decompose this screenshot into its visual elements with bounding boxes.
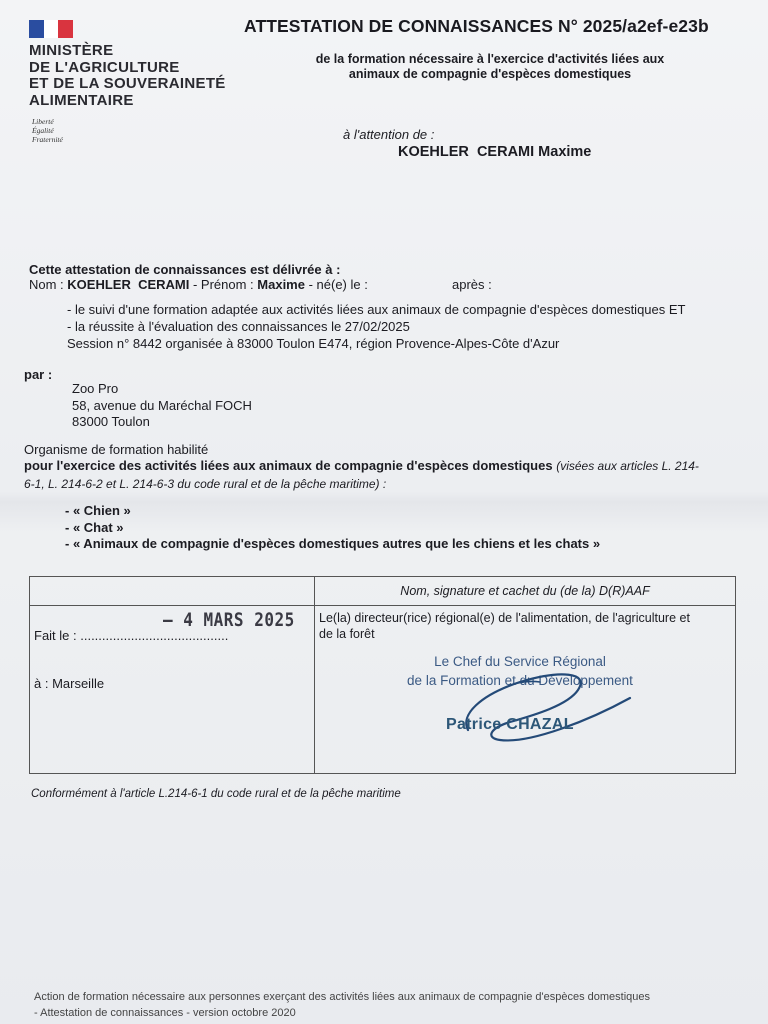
footer-line: - Attestation de connaissances - version octobre 2020 [34,1007,296,1019]
category-item: - « Animaux de compagnie d'espèces domestiques autres que les chiens et les chats » [65,536,601,551]
director-title [319,610,690,642]
organisme-address [72,381,252,431]
prenom-value: Maxime [257,277,305,292]
subtitle-line: animaux de compagnie d'espèces domestiques [348,67,632,81]
prenom-label: - Prénom : [189,277,258,292]
recipient-name: KOEHLER CERAMI Maxime [398,144,592,160]
flag-blue-band [29,20,44,38]
ministry-line: DE L'AGRICULTURE [29,58,180,76]
document-title: ATTESTATION DE CONNAISSANCES N° 2025/a2ef-e23b [244,16,709,36]
flag-red-band [58,20,73,38]
document-subtitle [300,52,680,82]
condition-item: - le suivi d'une formation adaptée aux activités liées aux animaux de compagnie d'espèces domestiques ET [67,302,686,317]
ministry-line: MINISTÈRE [29,42,114,59]
republic-flag-icon [29,20,73,38]
header-empty-cell [30,577,315,606]
footer-line: Action de formation nécessaire aux personnes exerçant des activités liées aux animaux de compagnie d'espèces domestiques [34,991,651,1003]
conditions-list [67,301,685,352]
stamp-line: Le Chef du Service Régional [434,654,606,669]
flag-white-band [44,20,59,38]
activities-text [24,457,739,493]
ministry-name [29,43,226,109]
footer [34,989,650,1021]
ministry-line: ET DE LA SOUVERAINETÉ [29,75,226,92]
signature-header: Nom, signature et cachet du (de la) D(R)AAF [400,584,650,598]
nom-label: Nom : [29,277,68,292]
director-line: Le(la) directeur(rice) régional(e) de l'alimentation, de l'agriculture et [319,611,690,625]
stamp-line: de la Formation et du Développement [407,673,633,688]
attention-label: à l'attention de : [343,127,435,142]
category-item: - « Chat » [65,519,124,535]
categories-list [65,503,600,553]
delivery-intro: Cette attestation de connaissances est délivrée à : [29,262,341,277]
address-line: 58, avenue du Maréchal FOCH [72,397,252,413]
date-place-cell [30,606,315,774]
activities-bold: pour l'exercice des activités liées aux animaux de compagnie d'espèces domestiques [24,458,553,473]
activities-note: (visées aux articles L. 214- [556,459,699,473]
handwritten-signature-icon [440,660,660,750]
director-line: de la forêt [319,627,375,641]
lieu-label: à : Marseille [34,676,105,691]
nom-value: KOEHLER CERAMI [67,277,190,292]
address-line: Zoo Pro [72,381,119,396]
birthdate-label: - né(e) le : [304,277,368,292]
par-label: par : [24,367,53,382]
identity-line [29,277,368,293]
motto-line: Égalité [32,126,54,135]
address-line: 83000 Toulon [72,414,150,429]
date-stamp: – 4 MARS 2025 [163,608,295,631]
habilite-label: Organisme de formation habilité [24,442,209,457]
ministry-line: ALIMENTAIRE [29,91,134,109]
motto-line: Liberté [32,117,54,126]
category-item: - « Chien » [65,503,131,518]
signer-name: Patrice CHAZAL [446,716,574,733]
signature-header-cell [315,577,736,606]
condition-item: Session n° 8442 organisée à 83000 Toulon E474, région Provence-Alpes-Côte d'Azur [67,336,560,351]
subtitle-line: de la formation nécessaire à l'exercice d'activités liées aux [315,52,665,66]
republic-motto [32,117,63,144]
fait-le-label: Fait le : ......................................... [34,628,229,643]
conformity-note: Conformément à l'article L.214-6-1 du code rural et de la pêche maritime [31,788,401,800]
condition-item: - la réussite à l'évaluation des connaissances le 27/02/2025 [67,319,410,334]
activities-note: 6-1, L. 214-6-2 et L. 214-6-3 du code rural et de la pêche maritime) : [24,477,387,491]
motto-line: Fraternité [32,135,63,144]
apres-label: après : [452,277,492,292]
